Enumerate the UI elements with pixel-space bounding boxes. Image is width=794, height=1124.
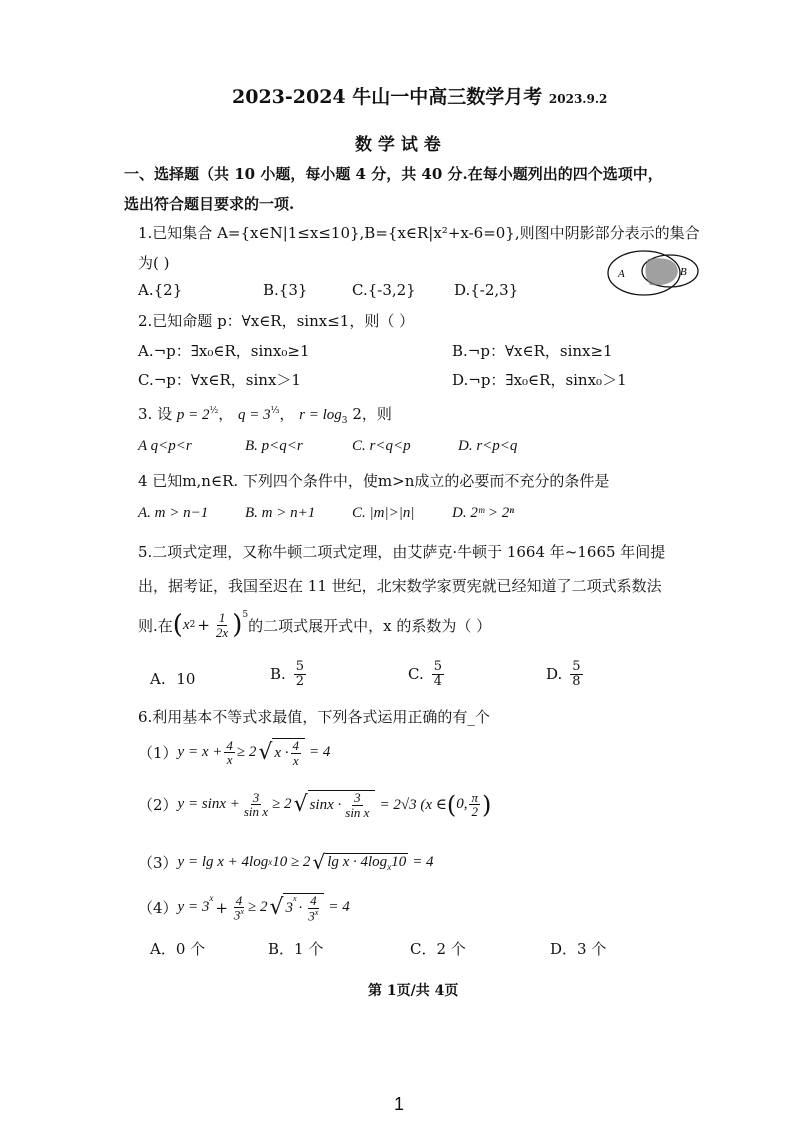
q3-q-def: q = 3 [238,407,271,423]
q6-f2-root-a: sinx · [309,796,342,813]
q2-option-b[interactable]: B.¬p：∀x∈R，sinx≥1 [452,342,613,360]
q5-plus: + [197,616,210,634]
q5-option-c-num: 5 [433,659,442,674]
q6-f1-b: ≥ 2 [236,744,257,761]
q6-f4-den: 3 [233,907,241,923]
q6-f1-den: x [226,752,233,768]
q6-f2-root-frac [343,791,371,819]
q3-p-def: p = 2 [176,407,210,423]
q6-f4-den-wrap [232,908,246,922]
q5-paren-right: ) [232,610,243,640]
q5-option-d[interactable] [546,660,585,688]
q6-f2-interval-left: 0, [456,796,468,813]
q1-option-a[interactable]: A.{2} [138,281,183,299]
exam-date: 2023.9.2 [548,92,608,106]
venn-diagram [604,245,700,301]
q3-option-d[interactable]: D. r<p<q [458,438,518,454]
q6-f2-interval-open: ( [446,790,457,819]
q6-f2-b: ≥ 2 [272,796,292,813]
q6-f2-rnum: 3 [354,790,361,805]
q5-option-d-letter: D. [546,665,563,684]
q5-expr-exp: 2 [189,620,196,630]
q5-option-b-den: 2 [295,673,305,689]
q4-option-a[interactable]: A. m > n−1 [138,505,209,521]
q5-frac-den: 2x [215,624,229,640]
q5-option-a[interactable] [150,670,195,688]
q1-stem-line2: 为( ) [138,254,170,272]
q5-line1: 5.二项式定理，又称牛顿二项式定理，由艾萨克·牛顿于 1664 年~1665 年间提 [138,543,666,561]
q2-option-c[interactable]: C.¬p：∀x∈R，sinx＞1 [138,371,301,389]
q6-f3-mid: 10 ≥ 2 [272,853,311,870]
q1-option-b[interactable]: B.{3} [263,281,308,299]
q6-f3-text: y = lg x + 4log [177,853,269,870]
q6-f4-root-frac [306,894,320,923]
q3-option-a[interactable]: A q<p<r [138,438,192,454]
q6-item-3-label: （3） [138,853,178,872]
q4-stem: 4 已知m,n∈R. 下列四个条件中，使m>n成立的必要而不充分的条件是 [138,472,610,490]
q6-f1-c: = 4 [309,744,331,761]
q5-option-b-frac [294,660,306,688]
q6-option-b[interactable]: B．1 个 [268,940,324,958]
q6-f4-rdexp: x [314,907,319,917]
q5-outer-exp: 5 [242,610,249,620]
q6-f2-den: sin x [243,804,269,820]
q6-f4-root-a: 3 [285,899,293,916]
q6-f2-num: 3 [252,789,260,805]
page-number: 1 [394,1094,405,1114]
q5-paren-left: ( [172,610,183,640]
q6-f1-num: 4 [226,737,233,753]
q5-line2: 出，据考证，我国至迟在 11 世纪，北宋数学家贾宪就已经知道了二项式系数法 [138,577,662,595]
q5-option-c[interactable] [408,660,446,688]
q5-frac-num: 1 [218,609,226,625]
section-intro-line2: 选出符合题目要求的一项. [124,195,295,213]
q6-option-a[interactable]: A．0 个 [150,940,206,958]
q2-option-a[interactable]: A.¬p：∃x₀∈R，sinx₀≥1 [138,342,310,360]
q2-stem: 2.已知命题 p：∀x∈R，sinx≤1，则（ ） [138,312,415,330]
q3-r-sub: 3 [341,416,348,426]
q5-option-d-num: 5 [572,659,581,674]
q6-f2-iden: 2 [471,804,478,820]
q6-f1-rnum: 4 [292,738,300,753]
q6-f3-sub: x [268,857,273,867]
q6-f2-inum: π [471,789,478,805]
q1-option-d[interactable]: D.{-2,3} [454,281,519,299]
q6-f2-frac [242,791,270,819]
q6-item-2 [138,790,491,819]
q6-item-3 [138,850,434,874]
q6-f4-dot: · [298,899,303,916]
q6-f2-interval-close: ) [481,790,492,819]
q6-f3-root-body [325,853,408,872]
q3-q-exp: ⅓ [270,406,280,416]
q6-f4-a: y = 3 [177,899,210,916]
q6-item-2-label: （2） [138,796,178,815]
q6-f4-root-sign: √ [269,895,284,921]
q6-f3-root-sign: √ [312,850,326,874]
q6-item-4-label: （4） [138,899,178,918]
q5-option-a-value: 10 [176,670,196,688]
q3-option-b[interactable]: B. p<q<r [245,438,303,454]
q3-option-c[interactable]: C. r<q<p [352,438,411,454]
q6-f2-root-sign: √ [293,792,308,818]
exam-title [232,82,607,109]
q3-r-def: r = log [299,407,342,423]
q6-f1-root-a: x · [274,744,289,761]
q5-line3-post: 的二项式展开式中，x 的系数为（ ） [248,616,492,635]
q6-f1-root-frac [291,739,302,767]
q6-stem: 6.利用基本不等式求最值，下列各式运用正确的有_个 [138,708,490,726]
q5-line3 [138,610,491,640]
q6-f4-aexp: x [209,893,214,903]
q6-f4-frac [232,894,246,923]
q1-stem-line1: 1.已知集合 A={x∈N|1≤x≤10},B={x∈R|x²+x-6=0},则图中阴影部分表示的集合 [138,224,700,242]
q6-f1-frac [224,739,235,767]
q6-f1-a: y = x + [177,744,223,761]
q6-f4-rden: 3 [308,907,315,923]
q6-f2-root-body [308,790,376,819]
q6-f2-rden: sin x [345,804,370,820]
q3-p-exp: ½ [209,406,219,416]
q6-f4-b: ≥ 2 [247,899,268,916]
q2-option-d[interactable]: D.¬p：∃x₀∈R，sinx₀＞1 [452,371,627,389]
q6-option-c[interactable]: C．2 个 [410,940,466,958]
q5-option-c-letter: C. [408,665,424,684]
q4-option-b[interactable]: B. m > n+1 [245,505,316,521]
q3-r-tail: 2，则 [352,405,392,423]
q6-item-1-label: （1） [138,744,178,763]
venn-label-a: A [618,268,625,280]
q3-stem-prefix: 3. 设 [138,405,173,423]
q6-f1-rden: x [292,752,299,768]
q5-option-b-letter: B. [270,665,286,684]
q5-option-d-den: 8 [572,673,581,689]
q4-option-c[interactable]: C. |m|>|n| [352,505,415,521]
q6-f4-num: 4 [235,892,243,908]
q6-f4-rnum: 4 [310,893,317,908]
q5-fraction [214,611,230,639]
q5-line3-pre: 则.在 [138,616,173,635]
paper-subtitle: 数 学 试 卷 [355,135,441,155]
q6-option-d[interactable]: D．3 个 [550,940,607,958]
q6-f4-c: = 4 [328,899,350,916]
section-intro-line1: 一、选择题（共 10 小题，每小题 4 分，共 40 分.在每小题列出的四个选项中， [124,165,663,183]
q1-option-c[interactable]: C.{-3,2} [352,281,416,299]
q6-f4-dexp: x [240,907,244,917]
exam-title-text: 2023-2024 牛山一中高三数学月考 [232,86,543,108]
q5-expr-base: x [182,616,190,633]
venn-label-b: B [680,266,687,278]
q6-f2-interval-frac [469,791,480,819]
q6-item-1 [138,738,330,767]
q6-f2-c: = 2√3 (x ∈ [379,797,447,814]
q6-f4-plus: + [215,898,228,917]
q4-option-d[interactable]: D. 2ᵐ > 2ⁿ [452,505,514,521]
q5-option-d-frac [570,660,582,688]
q6-f3-c: = 4 [412,853,434,870]
q3-stem: 3. 设 $p = 2^{\frac{1}{2}}$， $q = 3^{\frac{1}{3}}$， $r = \log_3 2$，则 [138,405,392,426]
q6-f4-rexp: x [292,894,297,903]
q5-option-c-den: 4 [433,673,442,689]
q6-item-4 [138,893,350,923]
q5-option-c-frac [432,660,444,688]
q5-option-a-letter: A. [150,670,166,688]
page-info: 第 1页/共 4页 [368,983,459,999]
q6-f1-root-sign: √ [258,740,273,766]
q6-f3-rtail: 10 [391,853,407,870]
q6-f2-a: y = sinx + [177,796,240,813]
q6-f3-rsub: x [387,861,392,872]
q5-option-b[interactable] [270,660,308,688]
q6-f4-rden-wrap [306,909,320,923]
q6-f4-root-body [283,893,324,923]
q5-option-b-num: 5 [295,659,305,674]
q6-f3-root: lg x · 4log [327,853,388,870]
q6-f1-root-body [272,738,305,767]
